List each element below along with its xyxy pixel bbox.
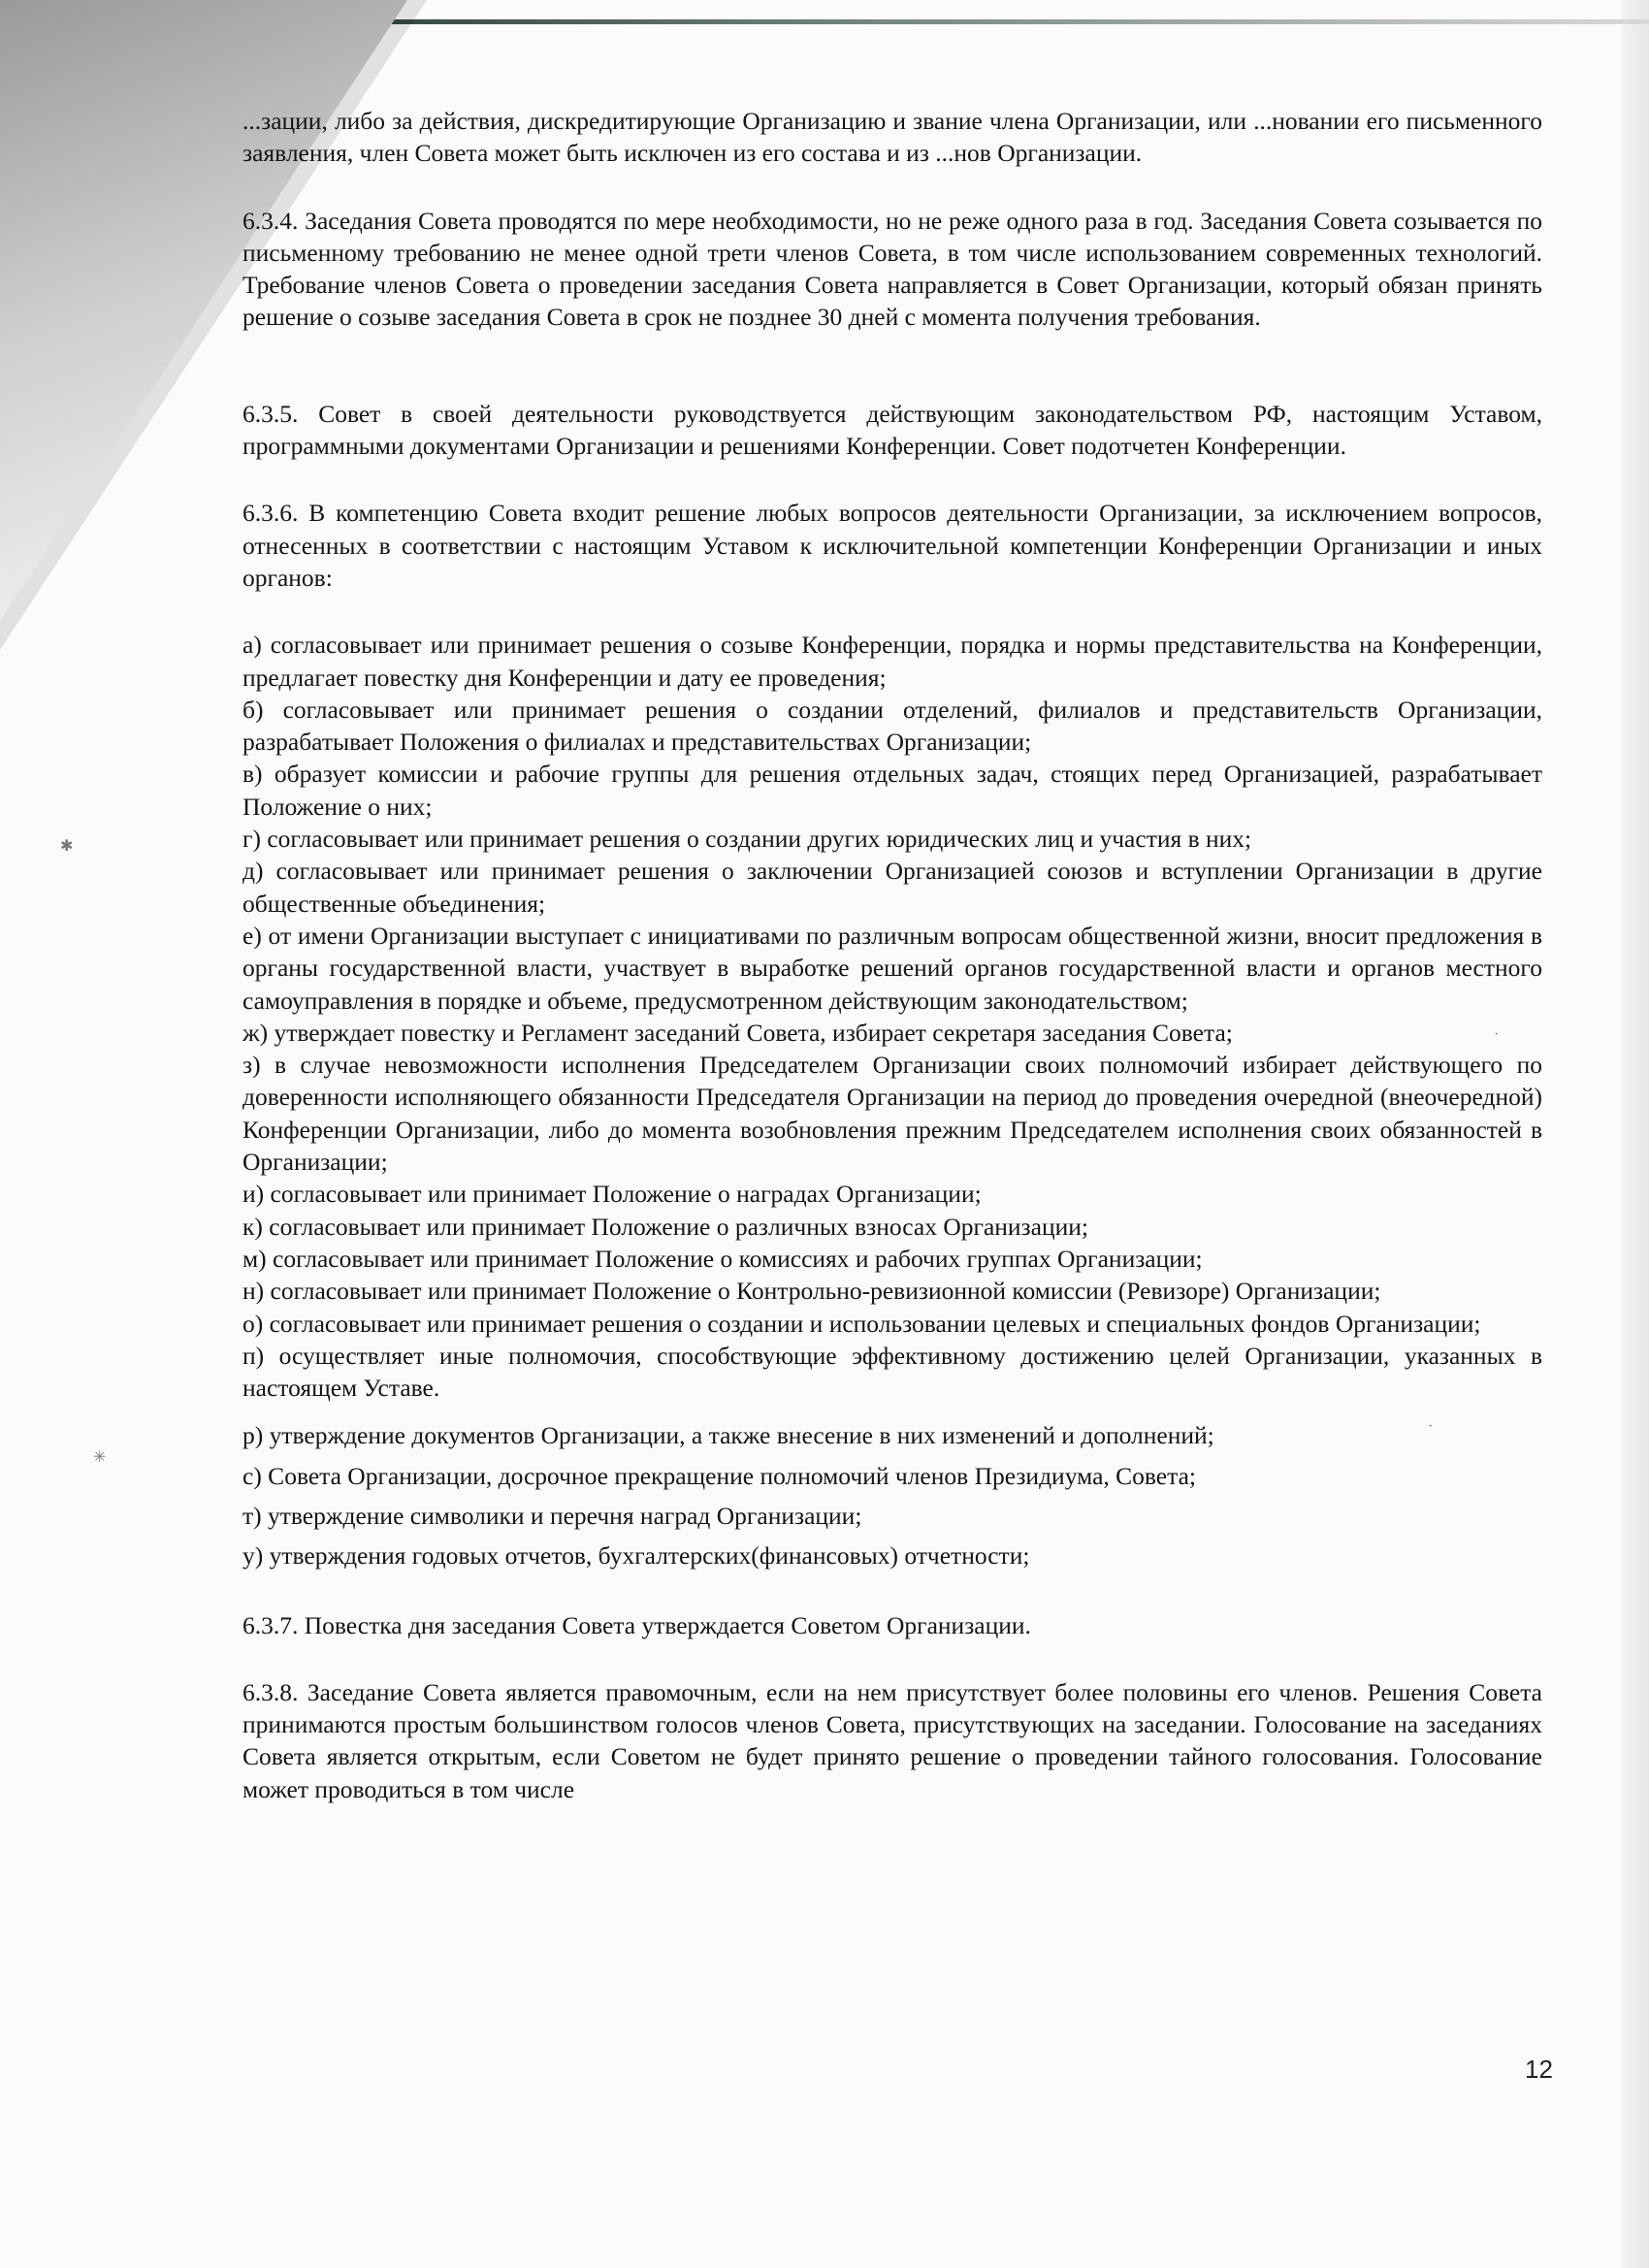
list-item: с) Совета Организации, досрочное прекращение полномочий членов Президиума, Совета;: [242, 1461, 1196, 1490]
list-item: н) согласовывает или принимает Положение о Контрольно-ревизионной комиссии (Ревизоре) Организации;: [242, 1277, 1381, 1306]
scanner-top-edge: [369, 19, 1649, 24]
list-item: п) осуществляет иные полномочия, способствующие эффективному достижению целей Организации, указанных в настоящем Уставе.: [242, 1341, 1542, 1403]
list-item: ж) утверждает повестку и Регламент заседаний Совета, избирает секретаря заседания Совета;: [242, 1018, 1233, 1047]
list-item: а) согласовывает или принимает решения о созыве Конференции, порядка и нормы представительства на Конференции, предлагает повестку дня Конференции и дату ее проведения;: [242, 631, 1542, 692]
list-item: о) согласовывает или принимает решения о создании и использовании целевых и специальных фондов Организации;: [242, 1309, 1481, 1338]
paragraph-6-3-5: 6.3.5. Совет в своей деятельности руководствуется действующим законодательством РФ, настоящим Уставом, программными документами Организации и решениями Конференции. Совет подотчетен Конференции.: [242, 399, 1542, 461]
scan-speck: ✱: [60, 838, 74, 855]
list-item: з) в случае невозможности исполнения Председателем Организации своих полномочий избирает действующего по доверенности исполняющего обязанности Председателя Организации на период до проведения очередной (внеочередной) Конференции Организации, либо до момента возобновления прежним Председателем исполнения своих обязанностей в Организации;: [242, 1051, 1542, 1177]
list-item: к) согласовывает или принимает Положение о различных взносах Организации;: [242, 1212, 1088, 1241]
list-item: р) утверждение документов Организации, а также внесение в них изменений и дополнений;: [242, 1421, 1214, 1450]
paragraph-6-3-4: 6.3.4. Заседания Совета проводятся по мере необходимости, но не реже одного раза в год. Заседания Совета созывается по письменному требованию не менее одной трети членов Совета, в том числе использованием современных технологий. Требование членов Совета о проведении заседания Совета направляется в Совет Организации, который обязан принять решение о созыве заседания Совета в срок не позднее 30 дней с момента получения требования.: [242, 206, 1542, 332]
list-item: м) согласовывает или принимает Положение о комиссиях и рабочих группах Организации;: [242, 1244, 1203, 1273]
document-body: [242, 105, 1542, 1805]
list-item: е) от имени Организации выступает с инициативами по различным вопросам общественной жизни, вносит предложения в органы государственной власти, участвует в выработке решений органов государственной власти и органов местного самоуправления в порядке и объеме, предусмотренном действующим законодательством;: [242, 921, 1542, 1015]
list-item: д) согласовывает или принимает решения о заключении Организацией союзов и вступлении Организации в другие общественные объединения;: [242, 857, 1542, 918]
page-number: 12: [1525, 2055, 1553, 2084]
competence-list-extra: [242, 1419, 1542, 1571]
list-item: г) согласовывает или принимает решения о создании других юридических лиц и участия в них;: [242, 825, 1252, 854]
list-item: б) согласовывает или принимает решения о создании отделений, филиалов и представительств Организации, разрабатывает Положения о филиалах и представительствах Организации;: [242, 695, 1542, 757]
competence-list: [242, 629, 1542, 1404]
paragraph-6-3-6: 6.3.6. В компетенцию Совета входит решение любых вопросов деятельности Организации, за исключением вопросов, отнесенных в соответствии с настоящим Уставом к исключительной компетенции Конференции Организации и иных органов:: [242, 499, 1542, 592]
scan-speck: ·: [1428, 1418, 1434, 1435]
paragraph-intro: ...зации, либо за действия, дискредитирующие Организацию и звание члена Организации, или ...новании его письменного заявления, член Совета может быть исключен из его состава и из ...нов Организации.: [242, 107, 1542, 168]
paragraph-6-3-8: 6.3.8. Заседание Совета является правомочным, если на нем присутствует более половины его членов. Решения Совета принимаются простым большинством голосов членов Совета, присутствующих на заседании. Голосование на заседаниях Совета является открытым, если Советом не будет принято решение о проведении тайного голосования. Голосование может проводиться в том числе: [242, 1677, 1542, 1803]
scan-speck: ✳: [93, 1449, 107, 1466]
list-item: т) утверждение символики и перечня наград Организации;: [242, 1501, 862, 1530]
scan-speck: ·: [1494, 1026, 1500, 1043]
list-item: у) утверждения годовых отчетов, бухгалтерских(финансовых) отчетности;: [242, 1541, 1030, 1571]
list-item: в) образует комиссии и рабочие группы для решения отдельных задач, стоящих перед Организацией, разрабатывает Положение о них;: [242, 760, 1542, 821]
list-item: и) согласовывает или принимает Положение о наградах Организации;: [242, 1180, 982, 1209]
page-edge: [1622, 0, 1649, 2268]
paragraph-6-3-7: 6.3.7. Повестка дня заседания Совета утверждается Советом Организации.: [242, 1610, 1031, 1639]
